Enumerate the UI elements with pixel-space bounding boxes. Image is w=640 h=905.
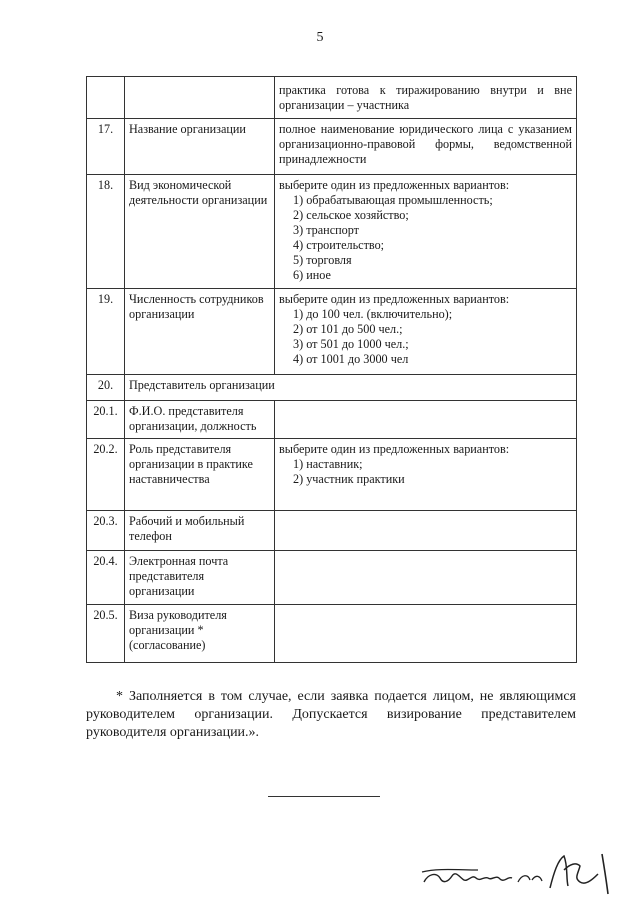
- table-row: [87, 401, 577, 439]
- table-row: [87, 175, 577, 289]
- options-list: [279, 307, 572, 367]
- section-label: Представитель организации: [125, 375, 577, 401]
- handwritten-signature: [418, 848, 618, 898]
- row-value-empty: [275, 605, 577, 663]
- row-number: 20.4.: [87, 551, 125, 605]
- options-intro: выберите один из предложенных вариантов:: [279, 442, 510, 456]
- row-label: [125, 77, 275, 119]
- divider-line: [268, 796, 380, 797]
- table-row: [87, 119, 577, 175]
- row-value-empty: [275, 551, 577, 605]
- options-intro: выберите один из предложенных вариантов:: [279, 292, 510, 306]
- row-label: Название организации: [125, 119, 275, 175]
- row-number: 20.2.: [87, 439, 125, 511]
- row-value: [275, 175, 577, 289]
- footnote-text: * Заполняется в том случае, если заявка подается лицом, не являющимся руководителем организации. Допускается визирование представителем руководителя организации.».: [86, 689, 576, 740]
- list-item: 2) сельское хозяйство;: [293, 208, 409, 222]
- list-item: 3) от 501 до 1000 чел.;: [293, 337, 409, 351]
- row-label: Виза руководителя организации * (согласование): [125, 605, 275, 663]
- list-item: 5) торговля: [293, 253, 352, 267]
- row-number: 18.: [87, 175, 125, 289]
- row-number: 17.: [87, 119, 125, 175]
- list-item: 3) транспорт: [293, 223, 359, 237]
- row-number: 20.5.: [87, 605, 125, 663]
- row-label: Ф.И.О. представителя организации, должность: [125, 401, 275, 439]
- row-value-empty: [275, 401, 577, 439]
- list-item: 4) от 1001 до 3000 чел: [293, 352, 409, 366]
- list-item: 1) до 100 чел. (включительно);: [293, 307, 453, 321]
- table-row: [87, 551, 577, 605]
- list-item: 6) иное: [293, 268, 331, 282]
- list-item: 1) обрабатывающая промышленность;: [293, 193, 493, 207]
- row-value: [275, 439, 577, 511]
- row-label: Электронная почта представителя организации: [125, 551, 275, 605]
- row-number: 19.: [87, 289, 125, 375]
- row-number: 20.1.: [87, 401, 125, 439]
- options-list: [279, 457, 572, 487]
- row-value-empty: [275, 511, 577, 551]
- row-number: 20.: [87, 375, 125, 401]
- row-label: Вид экономической деятельности организации: [125, 175, 275, 289]
- table-row: [87, 375, 577, 401]
- table-row: [87, 77, 577, 119]
- list-item: 2) от 101 до 500 чел.;: [293, 322, 403, 336]
- row-label: Рабочий и мобильный телефон: [125, 511, 275, 551]
- row-value: [275, 289, 577, 375]
- footnote: [86, 688, 576, 742]
- page-number: 5: [316, 30, 324, 45]
- row-value: полное наименование юридического лица с указанием организационно-правовой формы, ведомственной принадлежности: [275, 119, 577, 175]
- table-row: [87, 511, 577, 551]
- row-label: Роль представителя организации в практике наставничества: [125, 439, 275, 511]
- table-row: [87, 289, 577, 375]
- list-item: 2) участник практики: [293, 472, 405, 486]
- row-number: [87, 77, 125, 119]
- row-value: практика готова к тиражированию внутри и вне организации – участника: [275, 77, 577, 119]
- table-row: [87, 439, 577, 511]
- table-row: [87, 605, 577, 663]
- application-form-table: [86, 76, 577, 663]
- list-item: 4) строительство;: [293, 238, 385, 252]
- options-list: [279, 193, 572, 283]
- row-label: Численность сотрудников организации: [125, 289, 275, 375]
- list-item: 1) наставник;: [293, 457, 363, 471]
- options-intro: выберите один из предложенных вариантов:: [279, 178, 510, 192]
- row-number: 20.3.: [87, 511, 125, 551]
